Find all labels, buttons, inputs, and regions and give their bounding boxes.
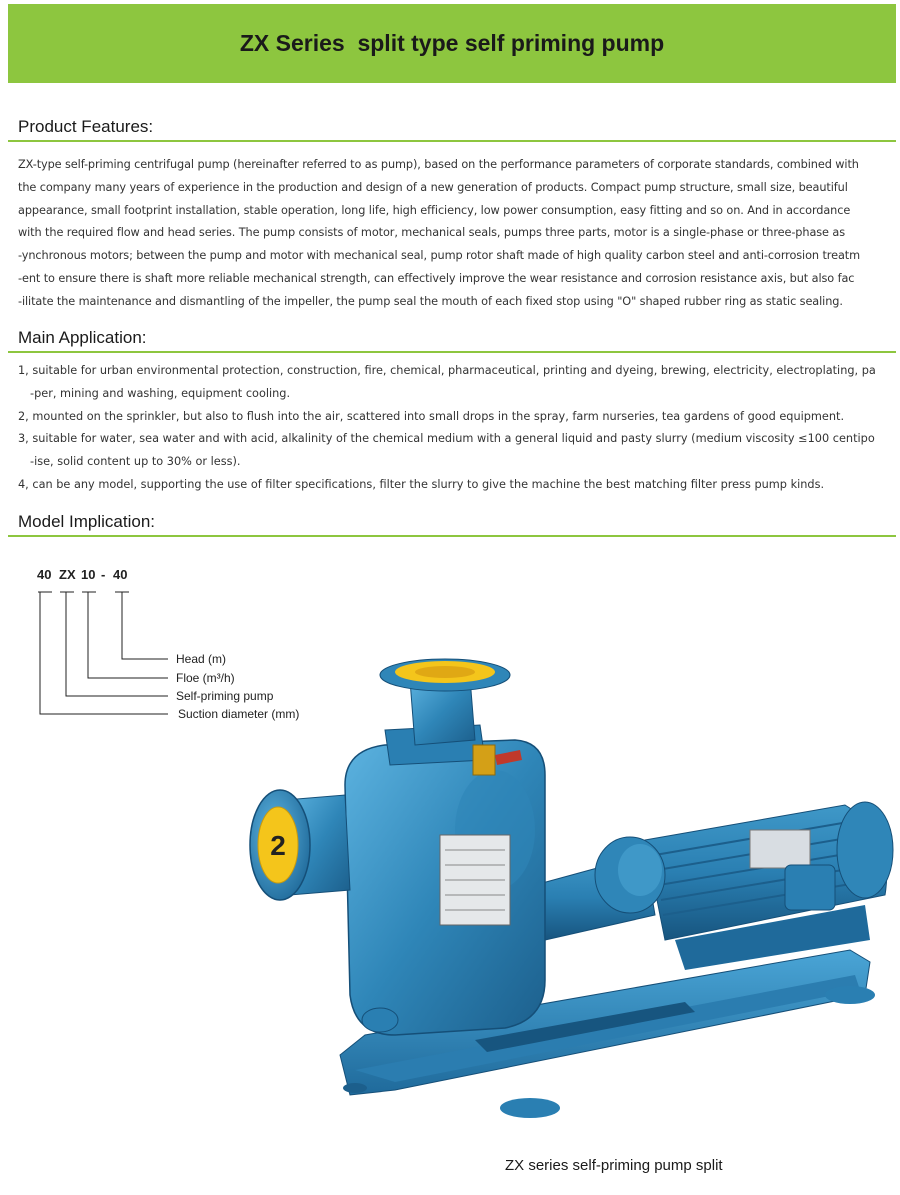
model-code-series: ZX: [59, 567, 76, 582]
application-item: 1, suitable for urban environmental protection, construction, fire, chemical, pharmaceutical, printing and dyeing, brewing, electricity, electroplating, pa: [18, 364, 876, 377]
application-heading: [8, 326, 896, 353]
model-label-flow: Floe (m³/h): [176, 671, 235, 685]
application-item-continued: -ise, solid content up to 30% or less).: [30, 455, 241, 469]
model-label-head: Head (m): [176, 652, 227, 666]
features-line: ZX-type self-priming centrifugal pump (hereinafter referred to as pump), based on the performance parameters of corporate standards, combined with: [18, 158, 859, 171]
page-title: ZX Series split type self priming pump: [239, 30, 665, 56]
features-line: -ilitate the maintenance and dismantling of the impeller, the pump seal the mouth of each fixed stop using "O" shaped rubber ring as static sealing.: [18, 294, 843, 308]
features-line: the company many years of experience in the production and design of a new generation of products. Compact pump structure, small size, beautiful: [18, 180, 848, 194]
application-heading-text: Main Application:: [18, 328, 147, 347]
model-code-diameter: 40: [37, 567, 52, 582]
features-paragraph: [18, 154, 884, 314]
features-heading: [8, 115, 896, 142]
application-item: 2, mounted on the sprinkler, but also to flush into the air, scattered into small drops in the spray, farm nurseries, tea gardens of good equipment.: [18, 409, 845, 423]
model-label-type: Self-priming pump: [176, 689, 274, 703]
application-list: [18, 360, 888, 497]
application-item: 3, suitable for water, sea water and with acid, alkalinity of the chemical medium with a general liquid and pasty slurry (medium viscosity ≤100 centipo: [18, 432, 875, 446]
pump-image: [245, 650, 895, 1150]
image-caption: ZX series self-priming pump split: [505, 1157, 723, 1174]
features-heading-text: Product Features:: [18, 117, 154, 136]
model-heading: [8, 510, 896, 537]
model-code-dash: -: [101, 567, 106, 582]
model-heading-text: Model Implication:: [18, 512, 156, 531]
features-line: with the required flow and head series. The pump consists of motor, mechanical seals, pumps three parts, motor is a single-phase or three-phase as: [18, 226, 845, 240]
features-line: -ynchronous motors; between the pump and motor with mechanical seal, pump rotor shaft made of high quality carbon steel and anti-corrosion treatm: [18, 249, 860, 263]
model-code-head: 40: [113, 567, 128, 582]
title-banner: [8, 4, 896, 83]
flange-number: 2: [270, 830, 286, 861]
application-item: 4, can be any model, supporting the use of filter specifications, filter the slurry to give the machine the best matching filter press pump kinds.: [18, 477, 825, 491]
features-line: -ent to ensure there is shaft more reliable mechanical strength, can effectively improve the wear resistance and corrosion resistance axis, but also fac: [18, 271, 855, 285]
application-item-continued: -per, mining and washing, equipment cooling.: [30, 386, 291, 400]
model-label-suction: Suction diameter (mm): [178, 707, 300, 721]
features-line: appearance, small footprint installation, stable operation, long life, high efficiency, low power consumption, easy fitting and so on. And in accordance: [18, 203, 851, 217]
model-code-flow: 10: [81, 567, 96, 582]
